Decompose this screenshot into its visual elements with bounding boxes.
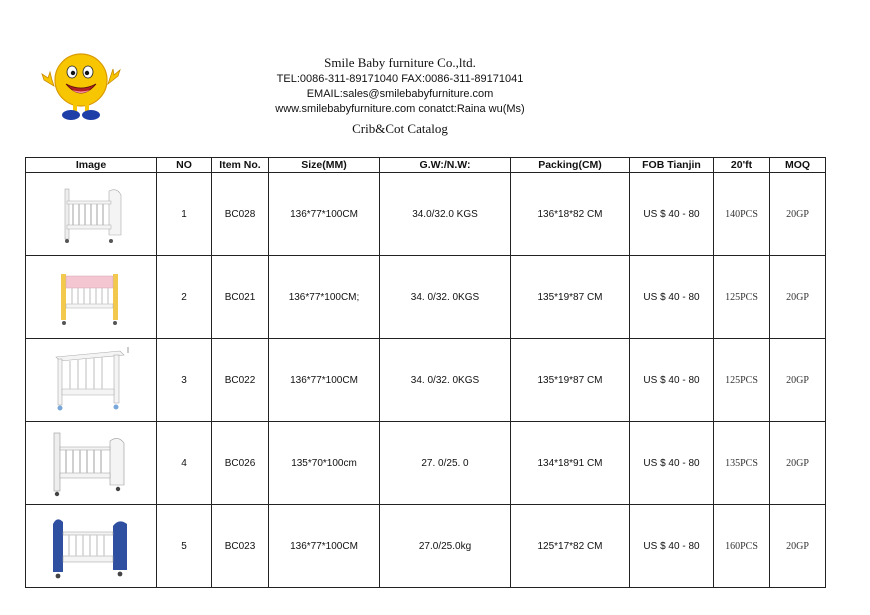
row-weight: 34. 0/32. 0KGS: [380, 339, 511, 422]
row-no: 5: [157, 505, 212, 588]
table-row: [26, 256, 826, 339]
row-fob: US $ 40 - 80: [630, 339, 714, 422]
row-moq: 20GP: [770, 422, 826, 505]
row-item-no: BC021: [212, 256, 269, 339]
tel-fax-line: TEL:0086-311-89171040 FAX:0086-311-89171041: [276, 73, 524, 85]
col-header-size: Size(MM): [269, 158, 380, 173]
row-packing: 125*17*82 CM: [511, 505, 630, 588]
row-size: 136*77*100CM: [269, 173, 380, 256]
row-packing: 134*18*91 CM: [511, 422, 630, 505]
row-size: 136*77*100CM: [269, 339, 380, 422]
row-item-no: BC026: [212, 422, 269, 505]
row-packing: 136*18*82 CM: [511, 173, 630, 256]
crib-image-bc021: [55, 266, 127, 328]
row-20ft: 140PCS: [714, 173, 770, 256]
product-image-cell: [26, 256, 157, 339]
col-header-item-no: Item No.: [212, 158, 269, 173]
row-moq: 20GP: [770, 505, 826, 588]
smiley-mascot-logo: [40, 50, 122, 122]
row-fob: US $ 40 - 80: [630, 173, 714, 256]
col-header-image: Image: [26, 158, 157, 173]
row-item-no: BC028: [212, 173, 269, 256]
col-header-20ft: 20'ft: [714, 158, 770, 173]
table-row: [26, 339, 826, 422]
row-no: 2: [157, 256, 212, 339]
table-row: [26, 422, 826, 505]
col-header-moq: MOQ: [770, 158, 826, 173]
row-weight: 34.0/32.0 KGS: [380, 173, 511, 256]
row-no: 4: [157, 422, 212, 505]
row-20ft: 160PCS: [714, 505, 770, 588]
product-image-cell: [26, 505, 157, 588]
row-20ft: 135PCS: [714, 422, 770, 505]
company-name: Smile Baby furniture Co.,ltd.: [324, 55, 476, 70]
product-image-cell: [26, 339, 157, 422]
website-contact-line: www.smilebabyfurniture.com conatct:Raina wu(Ms): [275, 103, 525, 115]
row-fob: US $ 40 - 80: [630, 505, 714, 588]
row-no: 1: [157, 173, 212, 256]
row-size: 135*70*100cm: [269, 422, 380, 505]
row-size: 136*77*100CM;: [269, 256, 380, 339]
col-header-packing: Packing(CM): [511, 158, 630, 173]
product-image-cell: [26, 422, 157, 505]
row-item-no: BC022: [212, 339, 269, 422]
crib-image-bc028: [55, 183, 127, 245]
row-weight: 27. 0/25. 0: [380, 422, 511, 505]
row-fob: US $ 40 - 80: [630, 422, 714, 505]
row-item-no: BC023: [212, 505, 269, 588]
row-weight: 27.0/25.0kg: [380, 505, 511, 588]
col-header-fob: FOB Tianjin: [630, 158, 714, 173]
row-20ft: 125PCS: [714, 256, 770, 339]
row-no: 3: [157, 339, 212, 422]
product-image-cell: [26, 173, 157, 256]
table-row: [26, 173, 826, 256]
row-size: 136*77*100CM: [269, 505, 380, 588]
crib-image-bc023: [49, 510, 133, 582]
row-moq: 20GP: [770, 256, 826, 339]
row-moq: 20GP: [770, 339, 826, 422]
row-weight: 34. 0/32. 0KGS: [380, 256, 511, 339]
row-20ft: 125PCS: [714, 339, 770, 422]
product-table: [25, 157, 826, 588]
row-packing: 135*19*87 CM: [511, 256, 630, 339]
row-fob: US $ 40 - 80: [630, 256, 714, 339]
crib-image-bc026: [50, 427, 132, 499]
catalog-title: Crib&Cot Catalog: [352, 121, 448, 136]
col-header-no: NO: [157, 158, 212, 173]
row-moq: 20GP: [770, 173, 826, 256]
row-packing: 135*19*87 CM: [511, 339, 630, 422]
email-line: EMAIL:sales@smilebabyfurniture.com: [306, 88, 494, 100]
table-row: [26, 505, 826, 588]
table-header-row: [26, 158, 826, 173]
crib-image-bc022: [50, 345, 132, 415]
col-header-weight: G.W:/N.W:: [380, 158, 511, 173]
